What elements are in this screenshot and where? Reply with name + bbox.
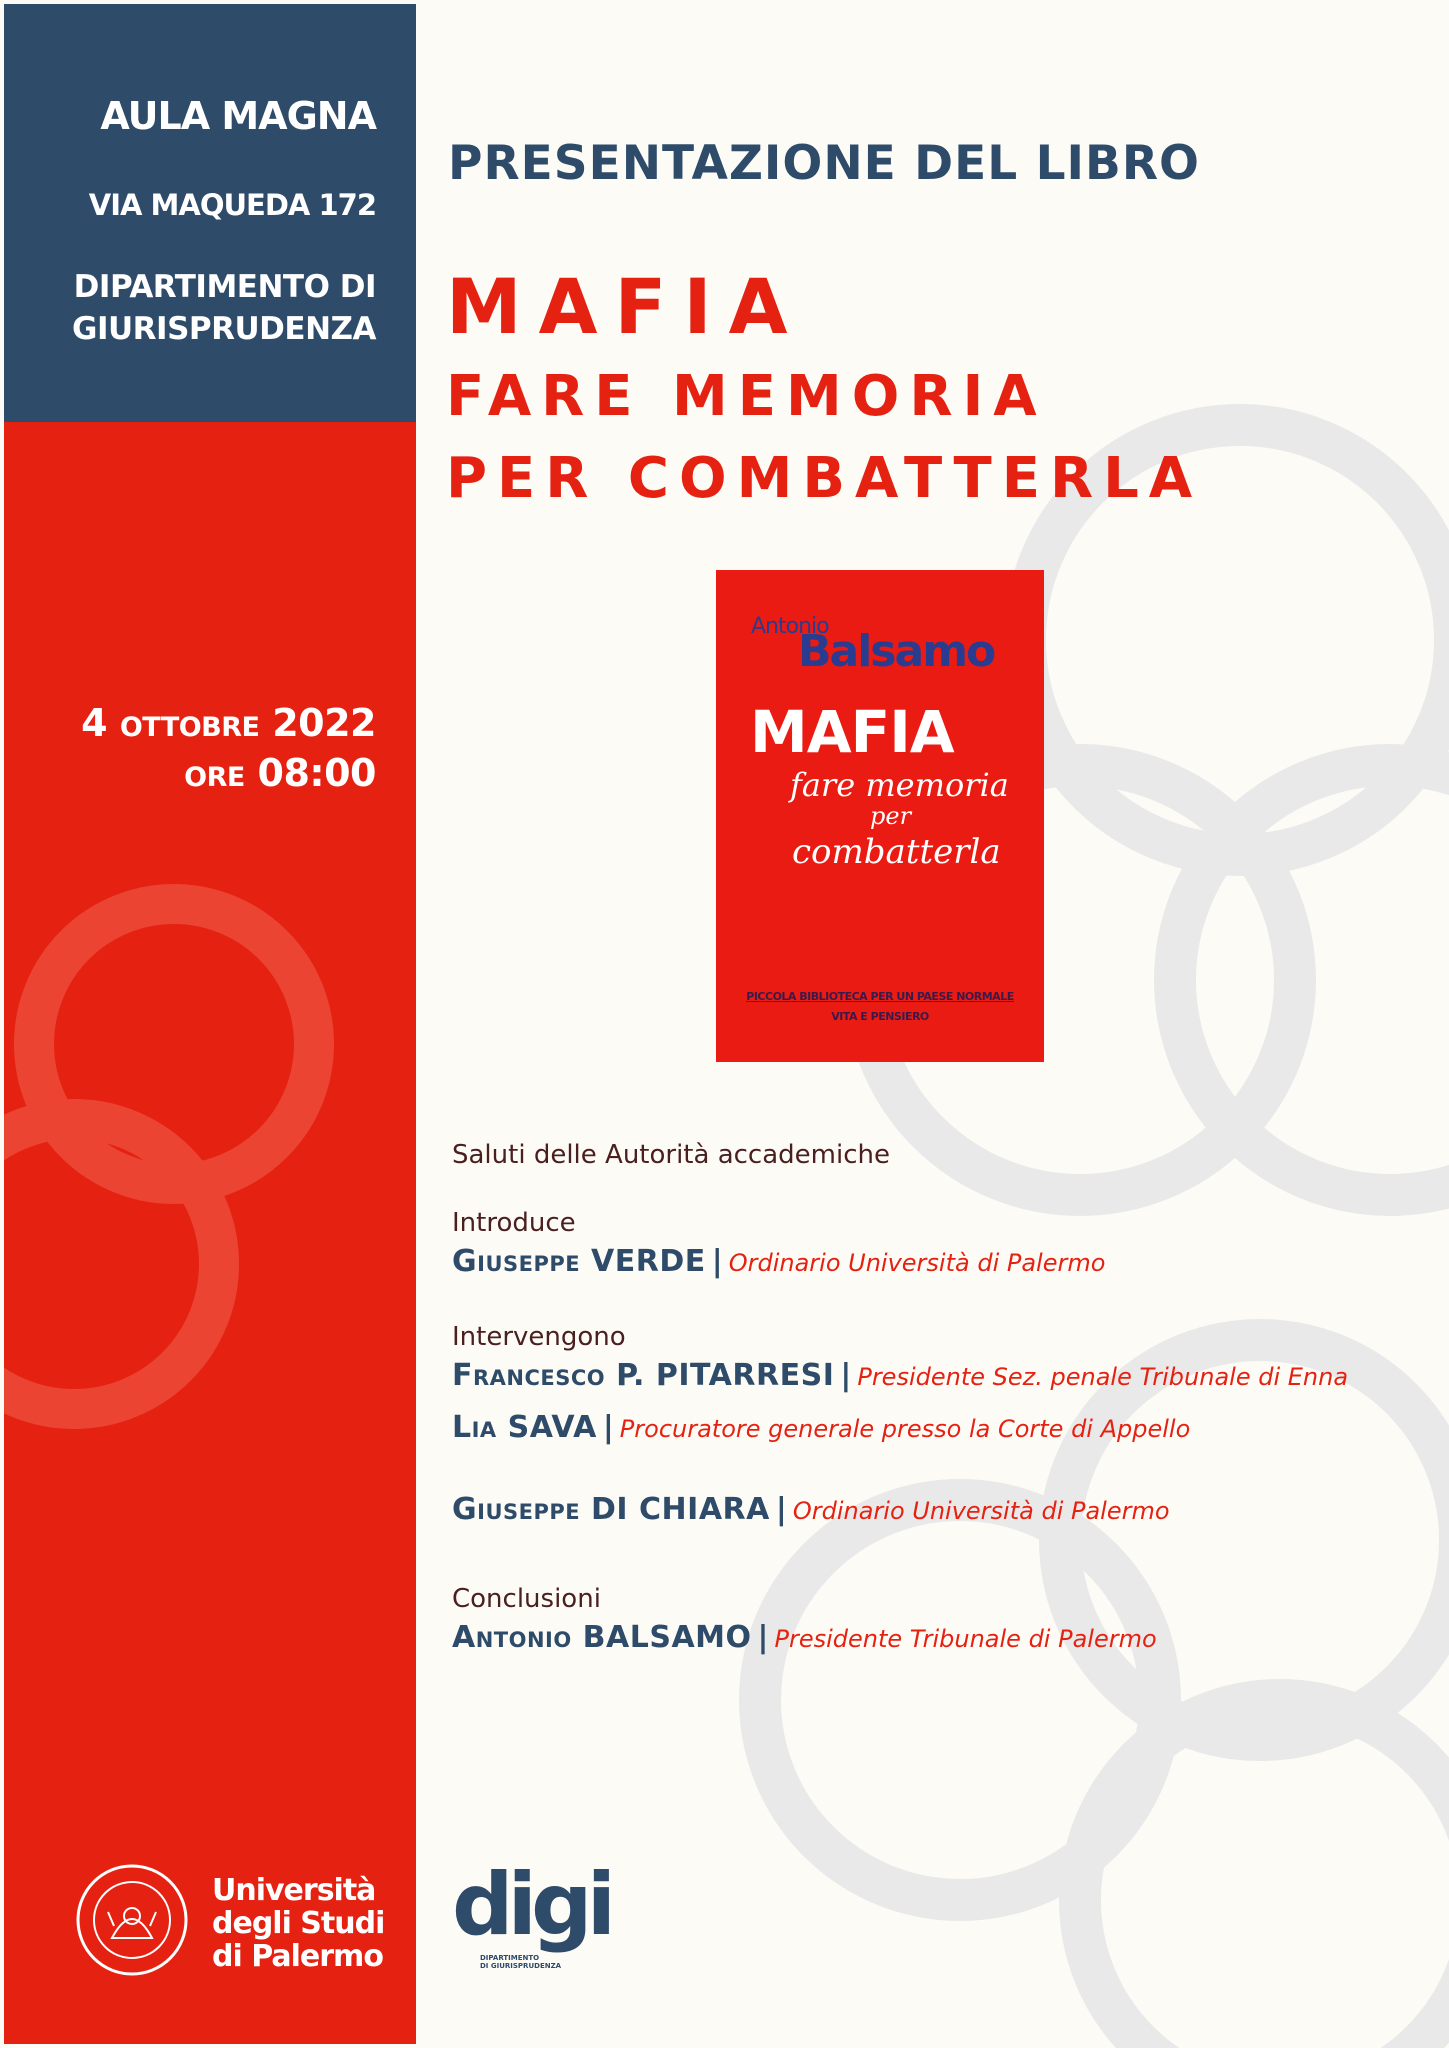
venue-name: AULA MAGNA bbox=[100, 94, 376, 138]
speaker-role: Ordinario Università di Palermo bbox=[792, 1497, 1170, 1525]
separator: | bbox=[775, 1492, 787, 1527]
separator: | bbox=[711, 1244, 723, 1279]
unipa-line-2: degli Studi bbox=[212, 1906, 385, 1941]
venue-dept-line1: DIPARTIMENTO DI bbox=[73, 269, 376, 305]
book-title: MAFIA bbox=[750, 698, 954, 766]
digi-wordmark: digi bbox=[452, 1855, 611, 1955]
speaker-role: Presidente Tribunale di Palermo bbox=[774, 1625, 1157, 1653]
speaker-1 bbox=[452, 1358, 1348, 1393]
event-datetime bbox=[81, 698, 376, 798]
intro-label: Introduce bbox=[452, 1208, 576, 1238]
speaker-2 bbox=[452, 1410, 1190, 1445]
book-publisher: VITA E PENSIERO bbox=[831, 1010, 929, 1023]
presentation-label: PRESENTAZIONE DEL LIBRO bbox=[448, 136, 1200, 191]
unipa-seal-icon bbox=[72, 1860, 192, 1980]
title-line-3: PER COMBATTERLA bbox=[446, 446, 1203, 511]
book-author-last: Balsamo bbox=[798, 626, 995, 677]
speaker-name: Giuseppe DI CHIARA bbox=[452, 1492, 770, 1527]
venue-dept-line2: GIURISPRUDENZA bbox=[72, 311, 376, 347]
speaker-name: Lia SAVA bbox=[452, 1410, 597, 1445]
greetings-label: Saluti delle Autorità accademiche bbox=[452, 1140, 890, 1170]
left-column bbox=[4, 4, 416, 2044]
venue-street: VIA MAQUEDA 172 bbox=[88, 188, 376, 222]
book-subtitle-3: combatterla bbox=[792, 832, 1001, 872]
digi-sub-line-1: DIPARTIMENTO bbox=[480, 1954, 540, 1962]
speaker-name: Francesco P. PITARRESI bbox=[452, 1358, 835, 1393]
separator: | bbox=[757, 1620, 769, 1655]
digi-logo bbox=[452, 1855, 632, 1972]
speakers-label: Intervengono bbox=[452, 1322, 626, 1352]
speaker-name: Antonio BALSAMO bbox=[452, 1620, 752, 1655]
book-author-first: Antonio bbox=[751, 614, 829, 639]
intro-speaker bbox=[452, 1244, 1105, 1279]
title-line-2: FARE MEMORIA bbox=[446, 364, 1047, 429]
unipa-line-3: di Palermo bbox=[212, 1939, 383, 1974]
speaker-role: Ordinario Università di Palermo bbox=[728, 1249, 1106, 1277]
event-date: 4 ottobre 2022 bbox=[81, 701, 376, 745]
conclusion-speaker bbox=[452, 1620, 1157, 1655]
book-subtitle-1: fare memoria bbox=[790, 766, 1009, 804]
book-cover bbox=[716, 570, 1044, 1062]
unipa-wordmark bbox=[212, 1874, 384, 1973]
digi-sub-line-2: DI GIURISPRUDENZA bbox=[480, 1962, 562, 1970]
separator: | bbox=[602, 1410, 614, 1445]
separator: | bbox=[840, 1358, 852, 1393]
speaker-role: Presidente Sez. penale Tribunale di Enna bbox=[857, 1363, 1349, 1391]
venue-department bbox=[72, 266, 376, 350]
event-time: ore 08:00 bbox=[184, 751, 376, 795]
book-subtitle-2: per bbox=[870, 802, 912, 830]
speaker-role: Procuratore generale presso la Corte di Appello bbox=[619, 1415, 1191, 1443]
speaker-name: Giuseppe VERDE bbox=[452, 1244, 706, 1279]
title-line-1: MAFIA bbox=[446, 262, 805, 351]
unipa-line-1: Università bbox=[212, 1873, 376, 1908]
speaker-3 bbox=[452, 1492, 1170, 1527]
digi-subtitle bbox=[480, 1954, 620, 1970]
unipa-logo bbox=[72, 1856, 385, 1986]
conclusions-label: Conclusioni bbox=[452, 1584, 601, 1614]
book-series: PICCOLA BIBLIOTECA PER UN PAESE NORMALE bbox=[746, 990, 1014, 1003]
